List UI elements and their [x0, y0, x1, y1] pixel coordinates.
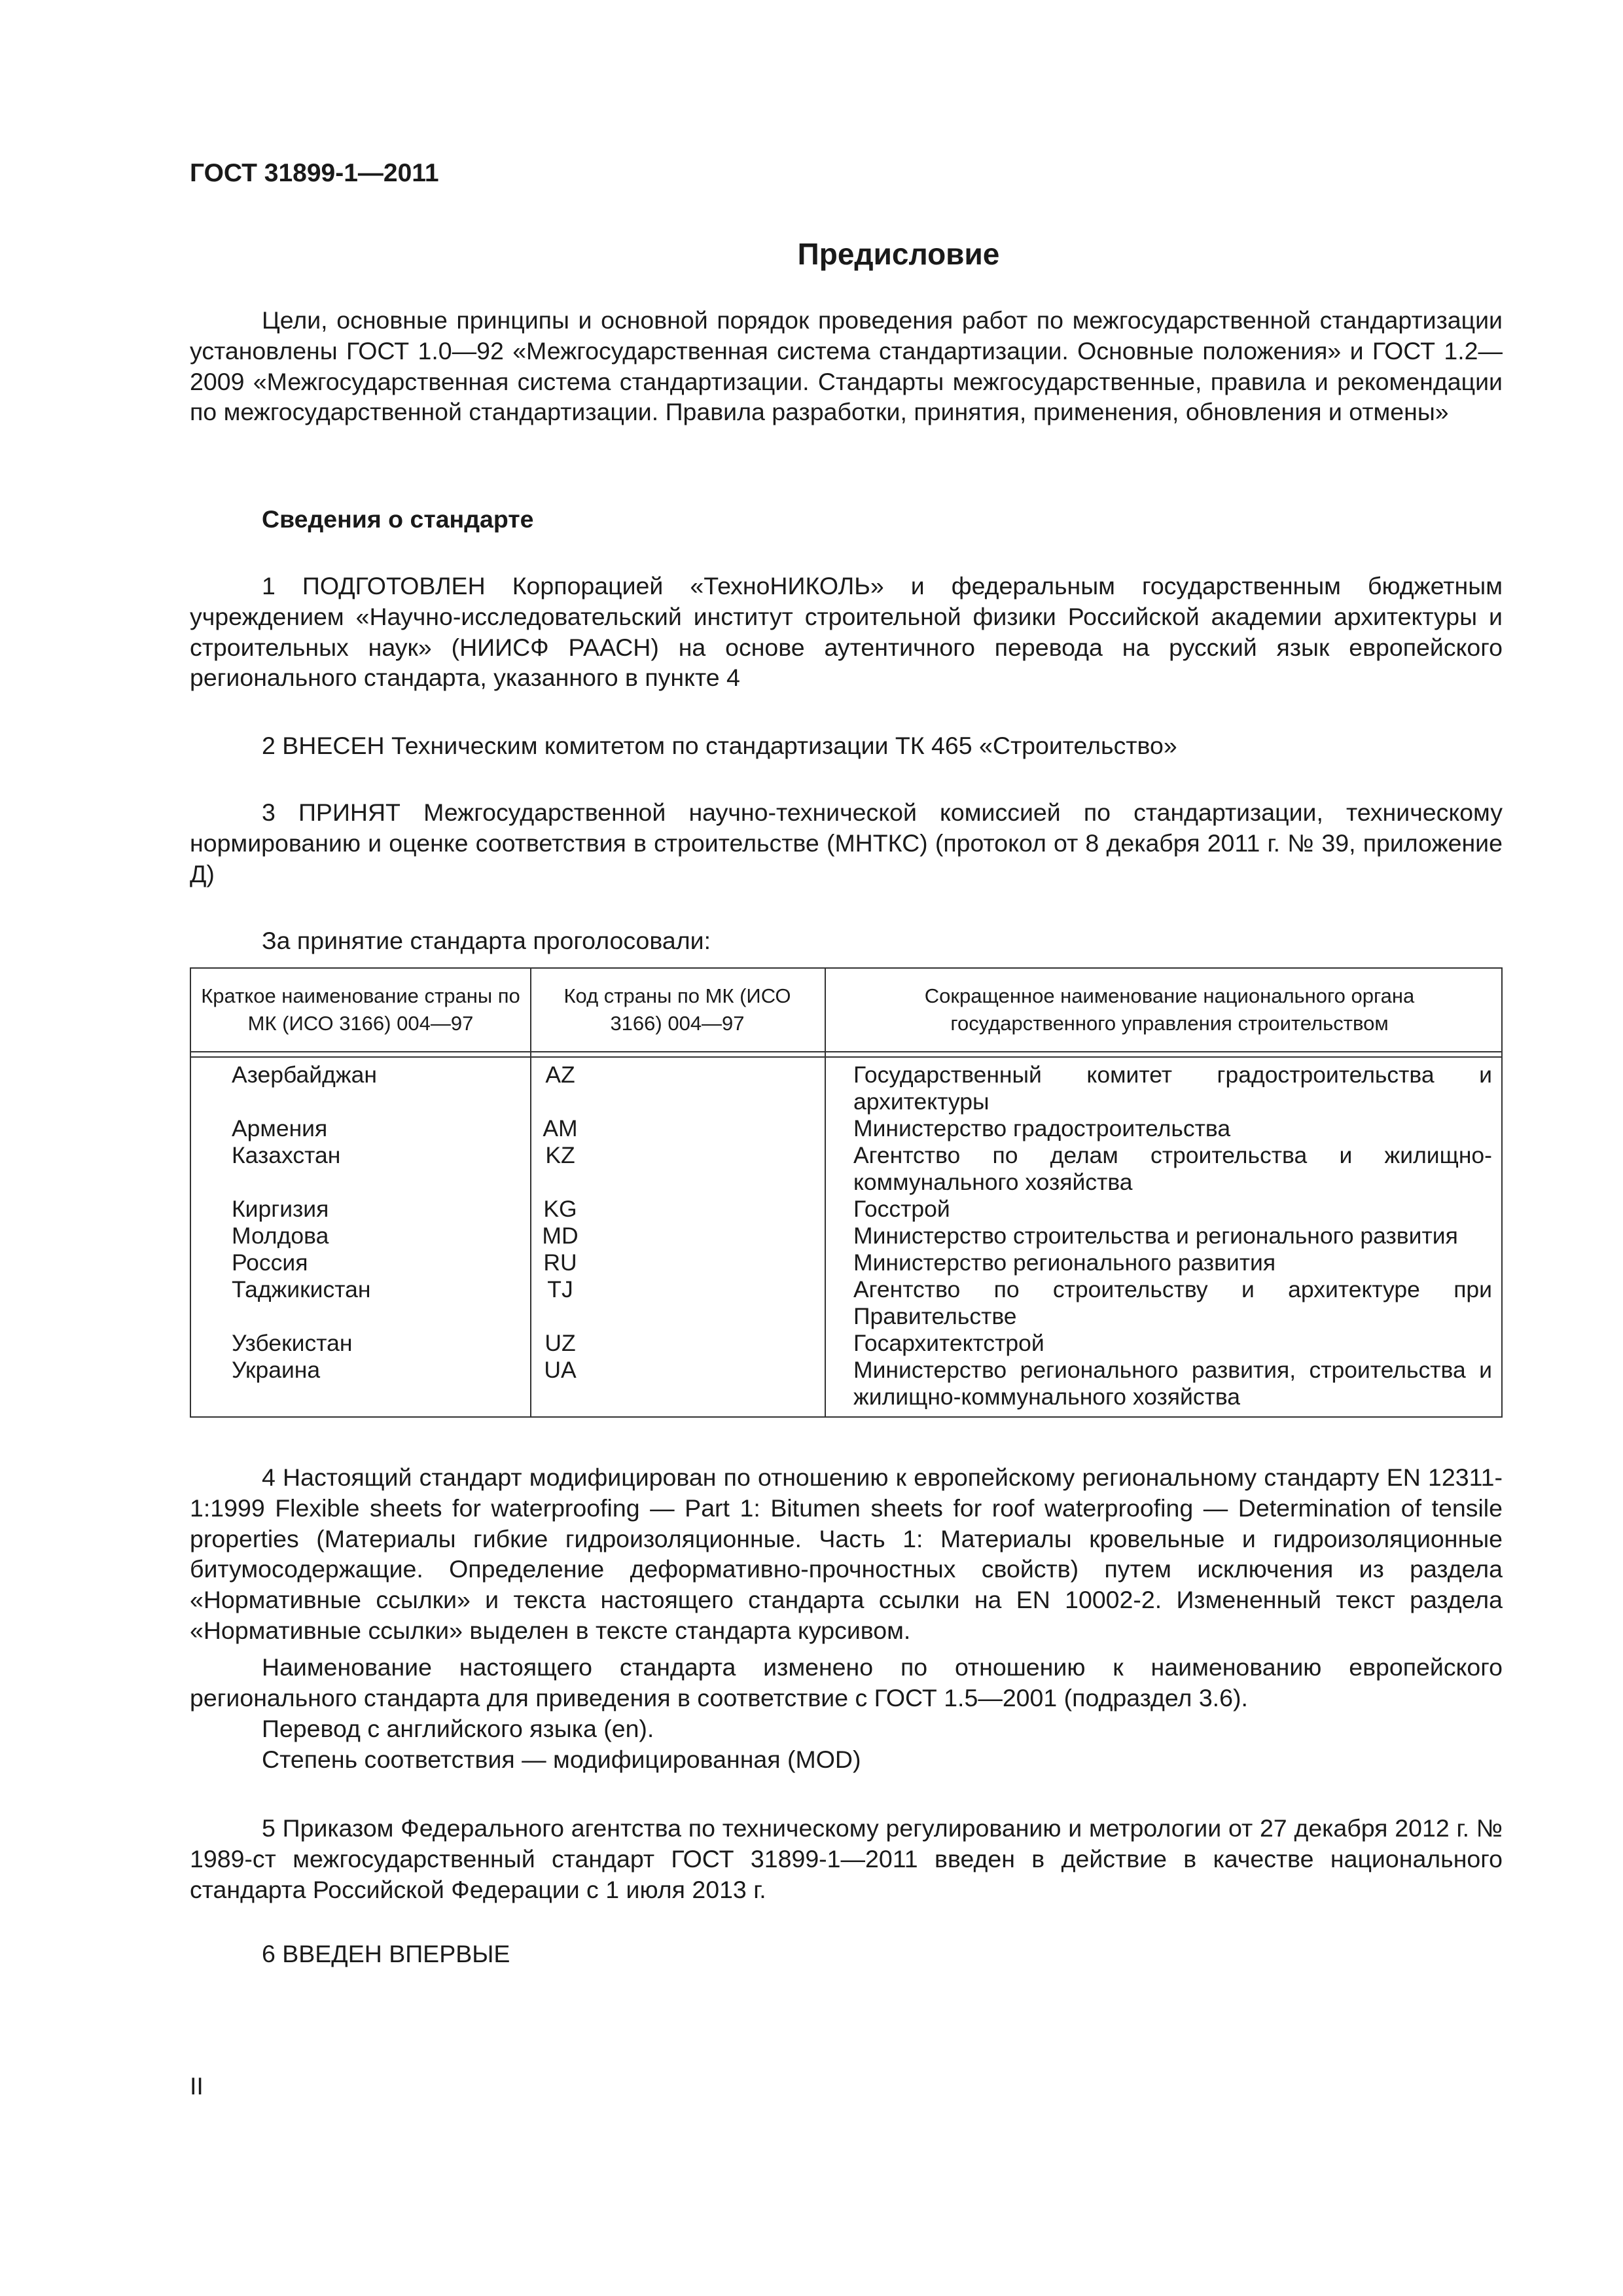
table-cell-code: MD	[542, 1223, 579, 1249]
table-cell-code: UA	[544, 1357, 577, 1383]
table-cell-country: Украина	[232, 1357, 321, 1383]
item-3: 3 ПРИНЯТ Межгосударственной научно-технической комиссией по стандартизации, техническому нормированию и оценке соответствия в строительстве (МНТКС) (протокол от 8 декабря 2011 г. № 39, приложение Д)	[190, 798, 1503, 888]
table-header-divider	[191, 1051, 1501, 1052]
vote-intro: За принятие стандарта проголосовали:	[262, 927, 711, 954]
table-cell-country: Таджикистан	[232, 1276, 371, 1302]
table-header-divider	[191, 1056, 1501, 1058]
item-4: 4 Настоящий стандарт модифицирован по отношению к европейскому региональному стандарту EN 12311-1:1999 Flexible sheets for waterproofing — Part 1: Bitumen sheets for roof waterproofing — Determination of tensile properties (Материалы гибкие гидроизоляционные. Часть 1: Материалы кровельные и гидроизоляционные битумосодержащие. Определение деформативно-прочностных свойств) путем исключения из раздела «Нормативные ссылки» и текста настоящего стандарта ссылки на EN 10002-2. Измененный текст раздела «Нормативные ссылки» выделен в тексте стандарта курсивом.	[190, 1463, 1503, 1644]
item-1: 1 ПОДГОТОВЛЕН Корпорацией «ТехноНИКОЛЬ» и федеральным государственным бюджетным учреждением «Научно-исследовательский институт строительной физики Российской академии архитектуры и строительных наук» (НИИСФ РААСН) на основе аутентичного перевода на русский язык европейского регионального стандарта, указанного в пункте 4	[190, 572, 1503, 692]
table-cell-code: TJ	[547, 1276, 573, 1302]
table-cell-body: Госархитектстрой	[853, 1330, 1044, 1356]
item-4-conformity: Степень соответствия — модифицированная (MOD)	[262, 1746, 861, 1773]
info-heading: Сведения о стандарте	[262, 505, 534, 533]
item-4-translation: Перевод с английского языка (en).	[262, 1715, 654, 1742]
table-cell-code: KG	[543, 1196, 577, 1222]
table-cell-body: Агентство по строительству и архитектуре при Правительстве	[853, 1276, 1492, 1329]
document-page	[190, 0, 1503, 2296]
item-2: 2 ВНЕСЕН Техническим комитетом по стандартизации ТК 465 «Строительство»	[262, 732, 1177, 759]
table-cell-body: Министерство строительства и регионального развития	[853, 1223, 1458, 1249]
table-cell-country: Казахстан	[232, 1142, 341, 1168]
item-5: 5 Приказом Федерального агентства по техническому регулированию и метрологии от 27 декабря 2012 г. № 1989-ст межгосударственный стандарт ГОСТ 31899-1—2011 введен в действие в качестве национального стандарта Российской Федерации с 1 июля 2013 г.	[190, 1814, 1503, 1903]
table-cell-code: RU	[543, 1249, 577, 1276]
table-cell-body: Агентство по делам строительства и жилищно-коммунального хозяйства	[853, 1142, 1492, 1195]
table-cell-country: Киргизия	[232, 1196, 329, 1222]
table-cell-body: Министерство регионального развития	[853, 1249, 1276, 1276]
document-code: ГОСТ 31899-1—2011	[190, 159, 439, 187]
table-cell-code: AM	[543, 1115, 578, 1141]
table-header-country: Краткое наименование страны по МК (ИСО 3166) 004—97	[201, 984, 520, 1035]
table-cell-body: Госстрой	[853, 1196, 950, 1222]
table-cell-country: Армения	[232, 1115, 328, 1141]
intro-paragraph: Цели, основные принципы и основной порядок проведения работ по межгосударственной стандартизации установлены ГОСТ 1.0—92 «Межгосударственная система стандартизации. Основные положения» и ГОСТ 1.2—2009 «Межгосударственная система стандартизации. Стандарты межгосударственные, правила и рекомендации по межгосударственной стандартизации. Правила разработки, принятия, применения, обновления и отмены»	[190, 306, 1503, 426]
table-cell-body: Государственный комитет градостроительства и архитектуры	[853, 1062, 1492, 1115]
table-header-code: Код страны по МК (ИСО 3166) 004—97	[563, 984, 791, 1035]
page-number: II	[190, 2072, 204, 2100]
table-cell-code: KZ	[545, 1142, 575, 1168]
table-header-body: Сокращенное наименование национального органа государственного управления строительством	[924, 984, 1415, 1035]
table-cell-code: AZ	[545, 1062, 575, 1088]
table-divider	[825, 969, 826, 1416]
page-title: Предисловие	[797, 237, 1000, 271]
table-cell-code: UZ	[544, 1330, 576, 1356]
table-cell-country: Узбекистан	[232, 1330, 353, 1356]
voting-table	[190, 967, 1503, 1418]
item-6: 6 ВВЕДЕН ВПЕРВЫЕ	[262, 1940, 510, 1967]
table-cell-body: Министерство регионального развития, строительства и жилищно-коммунального хозяйства	[853, 1357, 1492, 1410]
table-cell-country: Россия	[232, 1249, 308, 1276]
table-cell-country: Азербайджан	[232, 1062, 377, 1088]
table-cell-body: Министерство градостроительства	[853, 1115, 1231, 1141]
table-cell-country: Молдова	[232, 1223, 329, 1249]
item-4-rename: Наименование настоящего стандарта изменено по отношению к наименованию европейского регионального стандарта для приведения в соответствие с ГОСТ 1.5—2001 (подраздел 3.6).	[190, 1653, 1503, 1712]
